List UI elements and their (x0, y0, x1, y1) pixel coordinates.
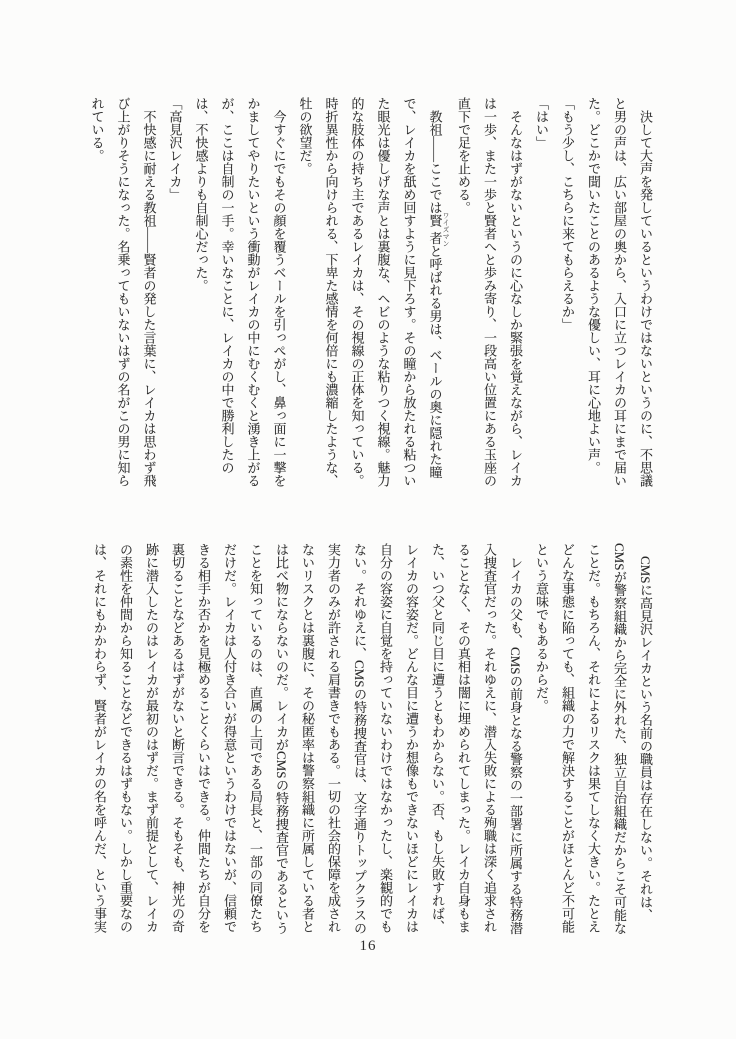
top-text-block (84, 97, 659, 489)
paragraph: レイカの父も、CMSの前身となる警察の一部署に所属する特務潜入捜査官だった。それゆえに、潜入失敗による殉職は深く追求されることなく、その真相は闇に埋められてしまった。レイカ自身もまた、いつ父と同じ目に遭うともわからない。否、もし失敗すれば、レイカの容姿だ。どんな目に遭うか想像もできないほどにレイカは自分の容姿に自覚を持っていないわけではなかったし、楽観的でもない。それゆえに、CMSの特務捜査官は、文字通りトップクラスの実力者のみが許される肩書きでもある。一切の社会的保障を成されないリスクとは裏腹に、その秘匿率は警察組織に所属している者とは比べ物にならないのだ。レイカがCMSの特務捜査官であるということを知っているのは、直属の上司である局長と、一部の同僚たちだけだ。レイカは人付き合いが得意というわけではないが、信頼できる相手か否かを見極めることくらいはできる。仲間たちが自分を裏切ることなどあるはずがないと断言できる。そもそも、神光の奇跡に潜入したのはレイカが最初のはずだ。まず前提として、レイカの素性を仲間から知ることなどできるはずもない。しかし重要なのは、それにもかかわらず、賢者がレイカの名を呼んだ、という事実 (92, 543, 523, 935)
ruby-furigana: ワイズマン (442, 211, 450, 247)
bottom-text-block (86, 543, 658, 935)
paragraph-text: 教祖――ここでは (427, 110, 443, 214)
paragraph: CMSに高見沢レイカという名前の職員は存在しない。それは、CMSが警察組織から完全に外れた、独立自治組織だからこそ可能なことだ。もちろん、それによるリスクは果てしなく大きい。たとえどんな事態に陥っても、組織の力で解決することがほとんど不可能という意味でもあるからだ。 (534, 543, 653, 935)
paragraph: 今すぐにでもその顔を覆うベールを引っぺがし、鼻っ面に一撃をかましてやりたいという衝動がレイカの中にむくむくと湧き上がるが、ここは自制の一手。幸いなことに、レイカの中で勝利したのは、不快感よりも自制心だった。 (193, 97, 287, 487)
ruby-base: 賢者 (427, 211, 443, 247)
paragraph-dialogue: 「はい」 (534, 97, 549, 149)
paragraph-text: と呼ばれる男は、ベールの奥に隠れた瞳で、レイカを舐め回すように見下ろす。その瞳から放たれる粘ついた眼光は優しげな声とは裏腹な、ヘビのような粘りつく視線。魅力的な肢体の持ち主であるレイカは、その視線の正体を知っている。時折異性から向けられる、下卑た感情を何倍にも濃縮したような、牡の欲望だ。 (297, 97, 443, 487)
paragraph: 決して大声を発しているというわけではないというのに、不思議と男の声は、広い部屋の奥から、入口に立つレイカの耳にまで届いた。どこかで聞いたことのあるような優しい、耳に心地よい声。 (586, 97, 653, 487)
paragraph (292, 97, 451, 489)
paragraph: 不快感に耐える教祖――賢者の発した言葉に、レイカは思わず飛び上がりそうになった。名乗ってもいないはずの名がこの男に知られている。 (89, 97, 157, 487)
paragraph: そんなはずがないというのに心なしか緊張を覚えながら、レイカは一歩、また一歩と賢者へと歩み寄り、一段高い位置にある玉座の直下で足を止める。 (456, 97, 523, 487)
page-number: 16 (359, 938, 377, 954)
paragraph-dialogue: 「もう少し、こちらに来てもらえるか」 (560, 97, 575, 331)
paragraph-dialogue: 「高見沢レイカ」 (167, 97, 183, 201)
ruby-annotation (427, 211, 450, 247)
